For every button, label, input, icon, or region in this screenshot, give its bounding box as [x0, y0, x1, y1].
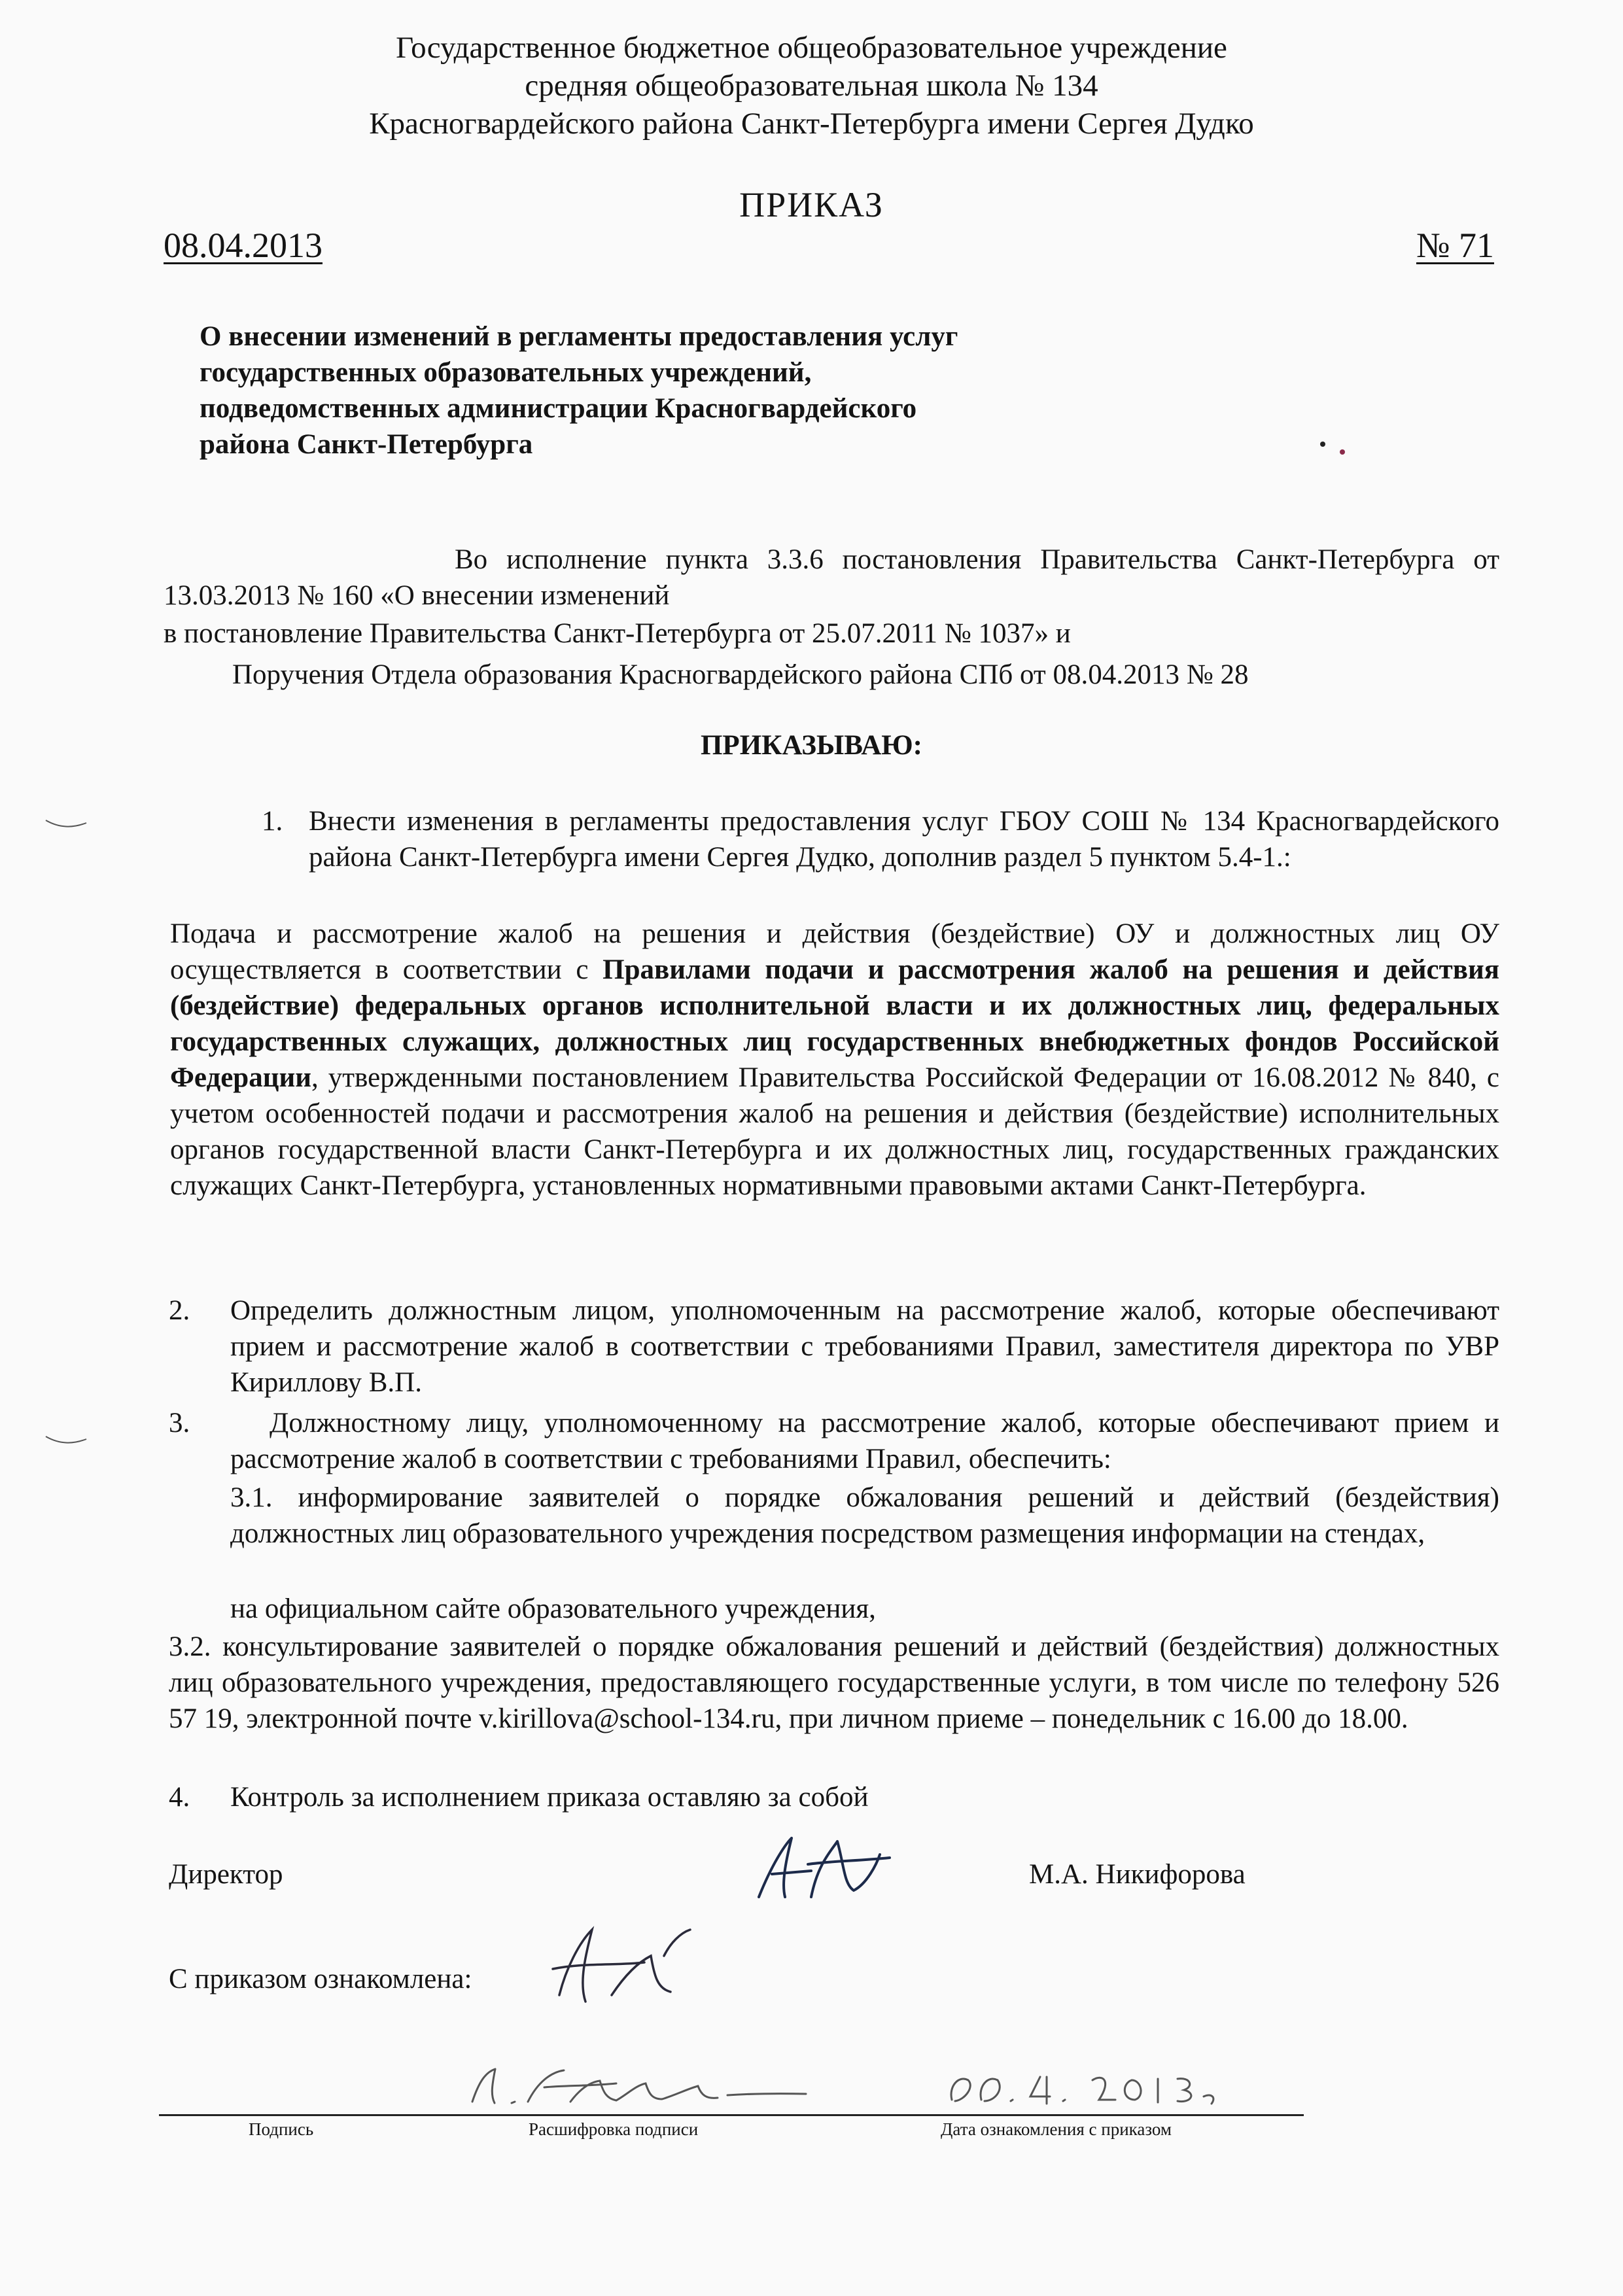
preamble-paragraph: Во исполнение пункта 3.3.6 постановления Правительства Санкт-Петербурга от 13.03.2013 № 160 «О внесении изменений — [164, 544, 1499, 611]
caption-name: Расшифровка подписи — [529, 2119, 699, 2139]
handwritten-name — [466, 2056, 819, 2115]
order-date: 08.04.2013 — [164, 226, 323, 265]
item-3-number: 3. — [169, 1408, 190, 1438]
preamble-line3: в постановление Правительства Санкт-Петербурга от 25.07.2011 № 1037» и — [164, 618, 1071, 649]
item-2-number: 2. — [169, 1295, 190, 1326]
handwritten-date-scrawl — [942, 2061, 1230, 2113]
item-1-text: Внести изменения в регламенты предоставления услуг ГБОУ СОШ № 134 Красногвардейского района Санкт-Петербурга имени Сергея Дудко, дополнив раздел 5 пунктом 5.4-1.: — [309, 806, 1499, 873]
acquaint-label: С приказом ознакомлена: — [169, 1964, 472, 1994]
item-2-text: Определить должностным лицом, уполномоченным на рассмотрение жалоб, которые обеспечивают прием и рассмотрение жалоб в соответствии с требованиями Правил, заместителя директора по УВР Кириллову В.П. — [230, 1295, 1499, 1398]
signatory-name: М.А. Никифорова — [1029, 1859, 1246, 1890]
item-3-1-text: 3.1. информирование заявителей о порядке обжалования решений и действий (бездействия) должностных лиц образовательного учреждения посредством размещения информации на стендах, — [230, 1482, 1499, 1549]
order-number: № 71 — [1416, 226, 1494, 265]
org-name-line1: Государственное бюджетное общеобразовательное учреждение — [396, 31, 1227, 65]
margin-mark-1 — [43, 818, 89, 831]
item-3-text: Должностному лицу, уполномоченному на рассмотрение жалоб, которые обеспечивают прием и рассмотрение жалоб в соответствии с требованиями Правил, обеспечить: — [230, 1408, 1499, 1474]
org-name-line2: средняя общеобразовательная школа № 134 — [525, 69, 1098, 103]
document-title: ПРИКАЗ — [739, 185, 884, 224]
decree-word: ПРИКАЗЫВАЮ: — [700, 730, 922, 761]
item-4-text: Контроль за исполнением приказа оставляю за собой — [230, 1782, 869, 1813]
order-subject: О внесении изменений в регламенты предоставления услуг государственных образовательных учреждений, подведомственных администрации Красногвардейского района Санкт-Петербурга — [200, 321, 958, 460]
item-1-continuation — [170, 916, 1499, 1204]
item-3-2-text: 3.2. консультирование заявителей о порядке обжалования решений и действий (бездействия) должностных лиц образовательного учреждения, предоставляющего государственные услуги, в том числе по телефону 526 57 19, электронной почте v.kirillova@school-134.ru, при личном приеме – понедельник с 16.00 до 18.00. — [169, 1631, 1499, 1734]
item-1-number: 1. — [262, 806, 283, 837]
margin-mark-2 — [43, 1434, 89, 1447]
item-4-number: 4. — [169, 1782, 190, 1813]
ink-dots — [1315, 435, 1354, 461]
caption-date: Дата ознакомления с приказом — [941, 2119, 1172, 2139]
signatory-position: Директор — [169, 1859, 283, 1890]
handwritten-name-scrawl — [466, 2056, 819, 2115]
preamble-line4: Поручения Отдела образования Красногвардейского района СПб от 08.04.2013 № 28 — [232, 659, 1249, 690]
item-1-cont-b: , утвержденными постановлением Правительства Российской Федерации от 16.08.2012 № 840, с учетом особенностей подачи и рассмотрения жалоб на решения и действия (бездействие) исполнительных органов государственной власти Санкт-Петербурга и их должностных лиц, государственных гражданских служащих Санкт-Петербурга, установленных нормативными правовыми актами Санкт-Петербурга. — [170, 1062, 1499, 1201]
org-name-line3: Красногвардейского района Санкт-Петербурга имени Сергея Дудко — [369, 107, 1254, 141]
item-1-rules-title: Правилами подачи и рассмотрения жалоб на решения и действия (бездействие) федеральных органов исполнительной власти и их должностных лиц, федеральных государственных служащих, должностных лиц государственных внебюджетных фондов Российской Федерации — [170, 954, 1499, 1093]
signature-line — [159, 2114, 1304, 2116]
handwritten-date — [942, 2061, 1230, 2113]
item-1-cont-a: Подача и рассмотрение жалоб на решения и действия (бездействие) ОУ и должностных лиц ОУ осуществляется в соответствии с — [170, 918, 1499, 985]
employee-signature — [540, 1917, 703, 2015]
director-signature — [746, 1825, 903, 1910]
caption-signature: Подпись — [249, 2119, 314, 2139]
item-3-1-continuation: на официальном сайте образовательного учреждения, — [230, 1593, 876, 1624]
